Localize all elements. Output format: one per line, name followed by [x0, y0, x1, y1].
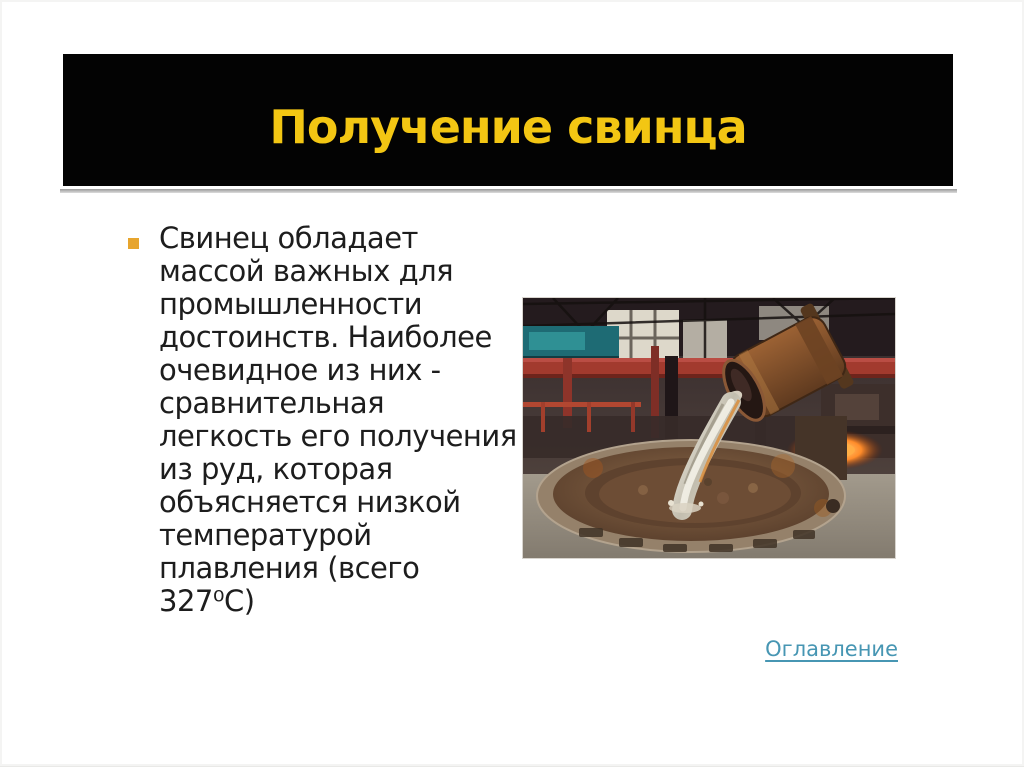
bullet-text-line: очевидное из них - [159, 353, 441, 387]
bullet-text-line: легкость его получения [159, 419, 517, 453]
bullet-text-line: сравнительная [159, 386, 385, 420]
bullet-text-line: плавления (всего [159, 551, 420, 585]
bullet-square-icon [128, 238, 139, 249]
bullet-text-line: достоинств. Наиболее [159, 320, 492, 354]
smelting-photo [523, 298, 895, 558]
toc-link[interactable]: Оглавление [765, 637, 898, 661]
bullet-text-line: массой важных для [159, 254, 454, 288]
title-separator [60, 189, 957, 193]
bullet-text-line: Свинец обладает [159, 221, 418, 255]
bullet-text [159, 222, 559, 618]
bullet-text-line: промышленности [159, 287, 423, 321]
slide-title: Получение свинца [269, 100, 747, 154]
title-band [63, 54, 953, 186]
bullet-text-line: температурой [159, 518, 372, 552]
bullet-text-line: объясняется низкой [159, 485, 461, 519]
bullet-text-line: из руд, которая [159, 452, 393, 486]
bullet-text-line: 327⁰С) [159, 584, 255, 618]
